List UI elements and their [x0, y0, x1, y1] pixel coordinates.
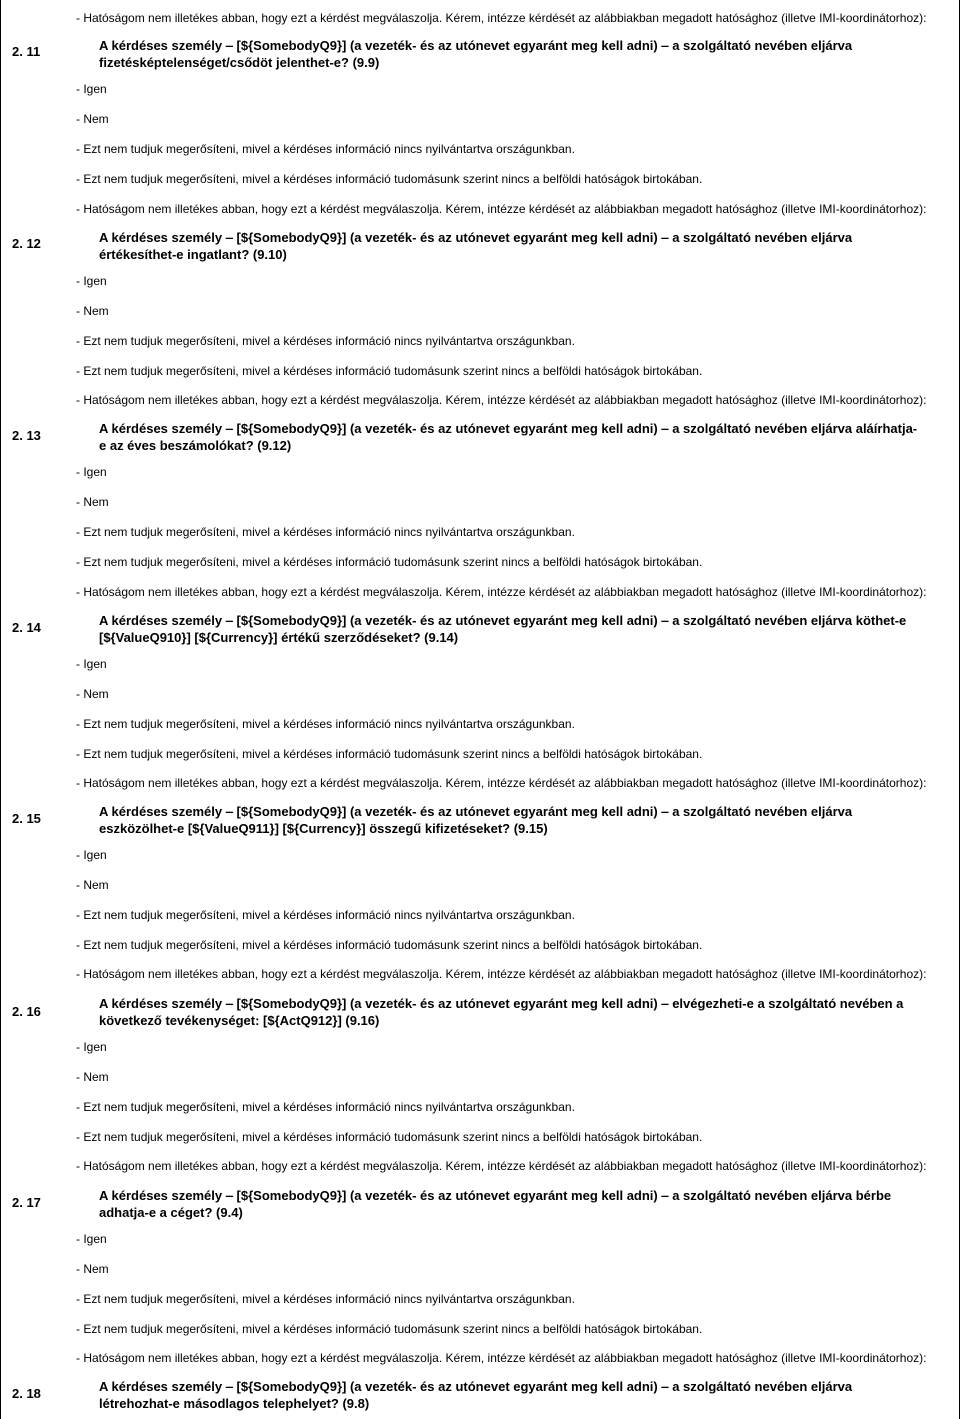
option-not-competent: - Hatóságom nem illetékes abban, hogy ezt a kérdést megválaszolja. Kérem, intézze kérdését az alábbiakban megadott hatósághoz (illetve IMI-koordinátorhoz):	[76, 967, 927, 981]
question-text: A kérdéses személy ‒ [${SomebodyQ9}] (a vezeték- és az utónevet egyaránt meg kell adni) ‒ a szolgáltató nevében eljárva bérbe adhatja-e a céget? (9.4)	[99, 1188, 892, 1220]
option-not-registered: - Ezt nem tudjuk megerősíteni, mivel a kérdéses információ nincs nyilvántartva országunkban.	[76, 1292, 575, 1306]
question-number: 2. 12	[12, 236, 41, 251]
question-number: 2. 16	[12, 1004, 41, 1019]
option-not-registered: - Ezt nem tudjuk megerősíteni, mivel a kérdéses információ nincs nyilvántartva országunkban.	[76, 908, 575, 922]
option-not-held: - Ezt nem tudjuk megerősíteni, mivel a kérdéses információ tudomásunk szerint nincs a belföldi hatóságok birtokában.	[76, 1322, 703, 1336]
question-number: 2. 17	[12, 1195, 41, 1210]
option-yes: - Igen	[76, 1232, 107, 1246]
option-no: - Nem	[76, 112, 109, 126]
option-not-held: - Ezt nem tudjuk megerősíteni, mivel a kérdéses információ tudomásunk szerint nincs a belföldi hatóságok birtokában.	[76, 938, 703, 952]
option-not-competent: - Hatóságom nem illetékes abban, hogy ezt a kérdést megválaszolja. Kérem, intézze kérdését az alábbiakban megadott hatósághoz (illetve IMI-koordinátorhoz):	[76, 202, 927, 216]
question-text: A kérdéses személy ‒ [${SomebodyQ9}] (a vezeték- és az utónevet egyaránt meg kell adni) ‒ a szolgáltató nevében eljárva értékesíthet-e ingatlant? (9.10)	[99, 230, 853, 262]
option-not-registered: - Ezt nem tudjuk megerősíteni, mivel a kérdéses információ nincs nyilvántartva országunkban.	[76, 334, 575, 348]
option-not-registered: - Ezt nem tudjuk megerősíteni, mivel a kérdéses információ nincs nyilvántartva országunkban.	[76, 717, 575, 731]
option-not-competent: - Hatóságom nem illetékes abban, hogy ezt a kérdést megválaszolja. Kérem, intézze kérdését az alábbiakban megadott hatósághoz (illetve IMI-koordinátorhoz):	[76, 776, 927, 790]
option-yes: - Igen	[76, 1040, 107, 1054]
option-not-competent: - Hatóságom nem illetékes abban, hogy ezt a kérdést megválaszolja. Kérem, intézze kérdését az alábbiakban megadott hatósághoz (illetve IMI-koordinátorhoz):	[76, 11, 927, 25]
option-not-registered: - Ezt nem tudjuk megerősíteni, mivel a kérdéses információ nincs nyilvántartva országunkban.	[76, 1100, 575, 1114]
option-not-competent: - Hatóságom nem illetékes abban, hogy ezt a kérdést megválaszolja. Kérem, intézze kérdését az alábbiakban megadott hatósághoz (illetve IMI-koordinátorhoz):	[76, 1159, 927, 1173]
option-no: - Nem	[76, 878, 109, 892]
option-yes: - Igen	[76, 848, 107, 862]
option-not-competent: - Hatóságom nem illetékes abban, hogy ezt a kérdést megválaszolja. Kérem, intézze kérdését az alábbiakban megadott hatósághoz (illetve IMI-koordinátorhoz):	[76, 585, 927, 599]
option-not-held: - Ezt nem tudjuk megerősíteni, mivel a kérdéses információ tudomásunk szerint nincs a belföldi hatóságok birtokában.	[76, 1130, 703, 1144]
option-not-held: - Ezt nem tudjuk megerősíteni, mivel a kérdéses információ tudomásunk szerint nincs a belföldi hatóságok birtokában.	[76, 364, 703, 378]
question-number: 2. 13	[12, 428, 41, 443]
question-text: A kérdéses személy ‒ [${SomebodyQ9}] (a vezeték- és az utónevet egyaránt meg kell adni) ‒ a szolgáltató nevében eljárva köthet-e [${ValueQ910}] [${Currency}] értékű szerződéseket? (9.14)	[99, 613, 907, 645]
option-yes: - Igen	[76, 657, 107, 671]
option-not-registered: - Ezt nem tudjuk megerősíteni, mivel a kérdéses információ nincs nyilvántartva országunkban.	[76, 142, 575, 156]
question-number: 2. 18	[12, 1386, 41, 1401]
question-text: A kérdéses személy ‒ [${SomebodyQ9}] (a vezeték- és az utónevet egyaránt meg kell adni) ‒ elvégezheti-e a szolgáltató nevében a következő tevékenységet: [${ActQ912}] (9.16)	[99, 996, 904, 1028]
option-yes: - Igen	[76, 274, 107, 288]
option-not-competent: - Hatóságom nem illetékes abban, hogy ezt a kérdést megválaszolja. Kérem, intézze kérdését az alábbiakban megadott hatósághoz (illetve IMI-koordinátorhoz):	[76, 393, 927, 407]
option-no: - Nem	[76, 495, 109, 509]
question-text: A kérdéses személy ‒ [${SomebodyQ9}] (a vezeték- és az utónevet egyaránt meg kell adni) ‒ a szolgáltató nevében eljárva fizetésképtelenséget/csődöt jelenthet-e? (9.9)	[99, 38, 853, 70]
option-no: - Nem	[76, 1070, 109, 1084]
option-yes: - Igen	[76, 465, 107, 479]
option-not-registered: - Ezt nem tudjuk megerősíteni, mivel a kérdéses információ nincs nyilvántartva országunkban.	[76, 525, 575, 539]
option-not-held: - Ezt nem tudjuk megerősíteni, mivel a kérdéses információ tudomásunk szerint nincs a belföldi hatóságok birtokában.	[76, 172, 703, 186]
question-text: A kérdéses személy ‒ [${SomebodyQ9}] (a vezeték- és az utónevet egyaránt meg kell adni) ‒ a szolgáltató nevében eljárva eszközölhet-e [${ValueQ911}] [${Currency}] összegű kifizetéseket? (9.15)	[99, 804, 853, 836]
option-no: - Nem	[76, 687, 109, 701]
option-not-held: - Ezt nem tudjuk megerősíteni, mivel a kérdéses információ tudomásunk szerint nincs a belföldi hatóságok birtokában.	[76, 747, 703, 761]
option-no: - Nem	[76, 304, 109, 318]
option-yes: - Igen	[76, 82, 107, 96]
question-number: 2. 15	[12, 811, 41, 826]
option-no: - Nem	[76, 1262, 109, 1276]
option-not-competent: - Hatóságom nem illetékes abban, hogy ezt a kérdést megválaszolja. Kérem, intézze kérdését az alábbiakban megadott hatósághoz (illetve IMI-koordinátorhoz):	[76, 1351, 927, 1365]
question-number: 2. 14	[12, 620, 41, 635]
question-number: 2. 11	[12, 44, 41, 59]
question-text: A kérdéses személy ‒ [${SomebodyQ9}] (a vezeték- és az utónevet egyaránt meg kell adni) ‒ a szolgáltató nevében eljárva létrehozhat-e másodlagos telephelyet? (9.8)	[99, 1379, 853, 1411]
option-not-held: - Ezt nem tudjuk megerősíteni, mivel a kérdéses információ tudomásunk szerint nincs a belföldi hatóságok birtokában.	[76, 555, 703, 569]
question-text: A kérdéses személy ‒ [${SomebodyQ9}] (a vezeték- és az utónevet egyaránt meg kell adni) ‒ a szolgáltató nevében eljárva aláírhatja- e az éves beszámolókat? (9.12)	[99, 421, 918, 453]
